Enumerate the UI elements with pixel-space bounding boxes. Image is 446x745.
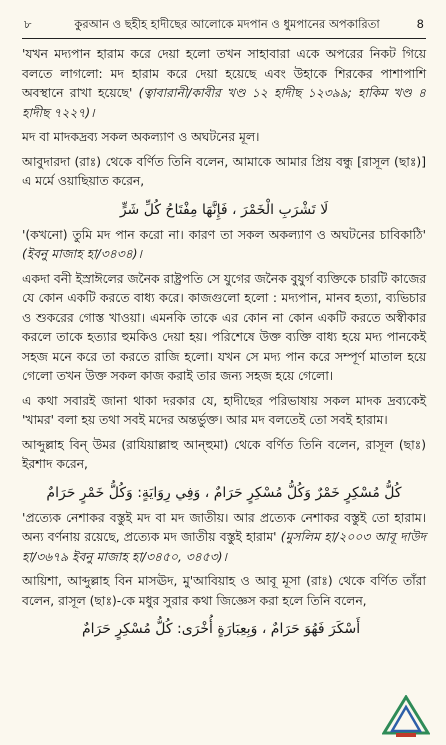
arabic-hadith-3: أَسْكَرَ فَهُوَ حَرَامٌ ، وَبِعِبَارَةٍ أُخْرَى: كُلُّ مُسْكِرٍ حَرَامٌ <box>82 621 361 637</box>
page-number-left: ৮ <box>24 17 32 31</box>
paragraph-1 <box>22 45 426 123</box>
paragraph-4 <box>22 226 426 265</box>
page-content <box>22 45 426 642</box>
page-header <box>22 10 426 39</box>
quote-text: '(কখনো) তুমি মদ পান করো না। কারণ তা সকল অকল্যাণ ও অঘটনের চাবিকাঠি' <box>22 227 426 242</box>
paragraph-9: আয়িশা, আব্দুল্লাহ বিন মাসঊদ, মু'আবিয়াহ ও আবূ মূসা (রাঃ) থেকে বর্ণিত তাঁরা বলেন, রাসূল (ছাঃ)-কে মধুর সুরার কথা জিজ্ঞেস করা হলে তিনি বলেন, <box>22 574 426 608</box>
quote-text: 'যখন মদ্যপান হারাম করে দেয়া হলো তখন সাহাবারা একে অপরের নিকট গিয়ে বলতে লাগলো: মদ হারাম করে দেয়া হয়েছে এবং উহাকে শিরকের পাশাপাশি অবস্থানে রাখা হয়েছে' <box>22 47 426 100</box>
document-page <box>0 10 446 745</box>
arabic-hadith-2: كُلُّ مُسْكِرٍ خَمْرٌ وَكُلُّ مُسْكِرٍ حَرَامٌ ، وَفِي رِوَايَةٍ: وَكُلُّ خَمْرٍ حَرَامٌ <box>46 484 402 501</box>
paragraph-5: একদা বনী ইস্রাঈলের জনৈক রাষ্ট্রপতি সে যুগের জনৈক বুযুর্গ ব্যক্তিকে চারটি কাজের যে কোন একটি করতে বাধ্য করে। কাজগুলো হলো : মদ্যপান, মানব হত্যা, ব্যভিচার ও শুকরের গোস্ত খাওয়া। এমনকি তাকে এর কোন না কোন একটি করতে অস্বীকার করলে তাকে হত্যার হুমকিও দেয়া হয়। পরিশেষে উক্ত ব্যক্তি বাধ্য হয়ে মদ্য পানকেই সহজ মনে করে তা করতে রাজি হলো। যখন সে মদ্য পান করে সম্পূর্ণ মাতাল হয়ে গেলো তখন উক্ত সকল কাজ করাই তার জন্য সহজ হয়ে গেলো। <box>22 271 426 383</box>
citation: (মুসলিম হা/২০০৩ আবূ দাউদ হা/৩৬৭৯ ইবনু মাজাহ হা/৩৪৫০, ৩৪৫৩)। <box>22 530 427 564</box>
paragraph-2: মদ বা মাদকদ্রব্য সকল অকল্যাণ ও অঘটনের মূল। <box>22 130 260 144</box>
paragraph-8 <box>22 509 426 568</box>
citation: (ইবনু মাজাহ হা/৩৪৩৪)। <box>22 247 142 261</box>
running-title: কুরআন ও ছহীহ হাদীছের আলোকে মদপান ও ধুমপানের অপকারিতা <box>74 17 380 31</box>
paragraph-7: আব্দুল্লাহ বিন্ উমর (রাযিয়াল্লাহু আন্হুমা) থেকে বর্ণিত তিনি বলেন, রাসূল (ছাঃ) ইরশাদ করেন, <box>22 437 426 471</box>
paragraph-6: এ কথা সবারই জানা থাকা দরকার যে, হাদীছের পরিভাষায় সকল মাদক দ্রব্যকেই 'খামর' বলা হয় তথা সবই মদের অন্তর্ভুক্ত। আর মদ বলতেই তো সবই হারাম। <box>22 393 426 427</box>
arabic-hadith-1: لَا تَشْرَبِ الْخَمْرَ ، فَإِنَّهَا مِفْتَاحُ كُلِّ شَرٍّ <box>119 201 329 218</box>
paragraph-3: আবুদারদা (রাঃ) থেকে বর্ণিত তিনি বলেন, আমাকে আমার প্রিয় বন্ধু [রাসূল (ছাঃ)] এ মর্মে ওয়াছিয়াত করেন, <box>22 154 426 188</box>
publisher-logo-icon <box>382 695 430 739</box>
page-number-right: 8 <box>416 17 424 31</box>
quote-text: 'প্রত্যেক নেশাকর বস্তুই মদ বা মদ জাতীয়। আর প্রত্যেক নেশাকর বস্তুই তো হারাম। অন্য বর্ণনায় রয়েছে, প্রত্যেক মদ জাতীয় বস্তুই হারাম' <box>22 510 426 544</box>
citation: (ত্বাবারানী/কাবীর খণ্ড ১২ হাদীছ ১২৩৯৯; হাকিম খণ্ড ৪ হাদীছ ৭২২৭)। <box>22 86 427 120</box>
